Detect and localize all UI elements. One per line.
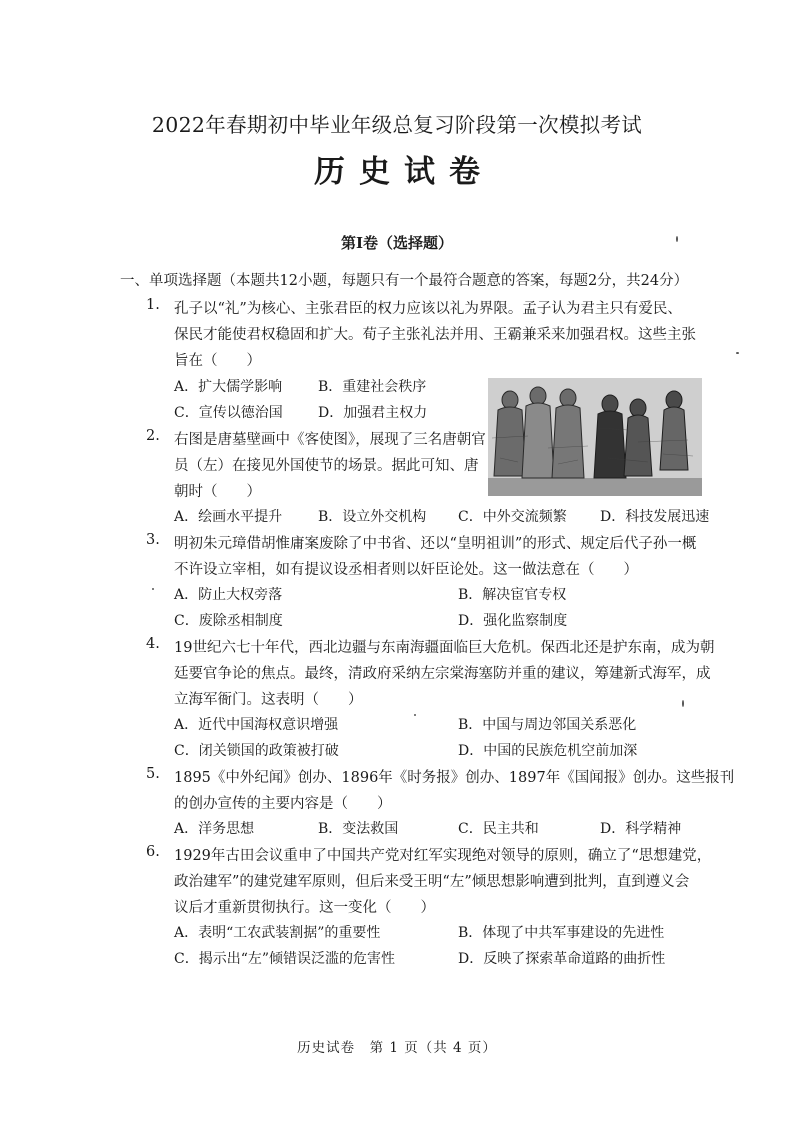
question-1-option-a[interactable]: A．扩大儒学影响 [174,379,283,395]
question-5-number: 5. [146,766,160,782]
question-4-line-3: 立海军衙门。这表明（ ） [174,692,363,708]
question-5-line-1: 1895《中外纪闻》创办、1896年《时务报》创办、1897年《国闻报》创办。这些报刊 [174,770,735,786]
scan-speck [152,588,154,590]
question-3-option-a[interactable]: A．防止大权旁落 [174,587,283,603]
question-6-line-3: 议后才重新贯彻执行。这一变化（ ） [174,900,435,916]
question-4-option-b[interactable]: B．中国与周边邻国关系恶化 [458,717,637,733]
volume-title: 第Ⅰ卷（选择题） [340,234,454,252]
section-heading: 一、单项选择题（本题共12小题，每题只有一个最符合题意的答案，每题2分，共24分） [120,273,689,289]
question-5-line-2: 的创办宣传的主要内容是（ ） [174,796,392,812]
question-3-line-1: 明初朱元璋借胡惟庸案废除了中书省、还以“皇明祖训”的形式、规定后代子孙一概 [174,536,697,552]
exam-title: 2022年春期初中毕业年级总复习阶段第一次模拟考试 [151,113,643,137]
question-6-number: 6. [146,844,160,860]
subject-title: 历史试卷 [314,154,494,190]
question-3-option-c[interactable]: C．废除丞相制度 [174,613,283,629]
scan-speck [676,236,678,242]
question-2-number: 2. [146,428,160,444]
question-4-line-1: 19世纪六七十年代，西北边疆与东南海疆面临巨大危机。保西北还是护东南，成为朝 [174,640,715,656]
question-2-line-2: 员（左）在接见外国使节的场景。据此可知、唐 [174,458,479,474]
question-4-option-d[interactable]: D．中国的民族危机空前加深 [458,743,638,759]
question-1-number: 1. [146,297,160,313]
question-6-option-a[interactable]: A．表明“工农武装割据”的重要性 [174,925,381,941]
question-1-line-2: 保民才能使君权稳固和扩大。荀子主张礼法并用、王霸兼采来加强君权。这些主张 [174,327,696,343]
question-3-line-2: 不许设立宰相，如有提议设丞相者则以奸臣论处。这一做法意在（ ） [174,562,638,578]
question-2-option-a[interactable]: A．绘画水平提升 [174,509,283,525]
question-3-number: 3. [146,532,160,548]
scan-speck [682,700,684,707]
question-1-line-1: 孔子以“礼”为核心、主张君臣的权力应该以礼为界限。孟子认为君主只有爱民、 [174,301,682,317]
scan-speck [736,352,739,354]
question-3-option-d[interactable]: D．强化监察制度 [458,613,568,629]
question-1-option-b[interactable]: B．重建社会秩序 [318,379,427,395]
question-2-line-3: 朝时（ ） [174,484,261,500]
question-5-option-b[interactable]: B．变法救国 [318,821,399,837]
question-1-option-c[interactable]: C．宣传以德治国 [174,405,283,421]
question-5-option-a[interactable]: A．洋务思想 [174,821,255,837]
question-1-line-3: 旨在（ ） [174,353,261,369]
question-3-option-b[interactable]: B．解决宦官专权 [458,587,567,603]
scan-speck [414,714,416,716]
page-footer: 历史试卷 第 1 页（共 4 页） [297,1040,497,1056]
question-6-line-1: 1929年古田会议重申了中国共产党对红军实现绝对领导的原则，确立了“思想建党， [174,848,712,864]
question-5-option-c[interactable]: C．民主共和 [458,821,539,837]
question-2-option-b[interactable]: B．设立外交机构 [318,509,427,525]
question-6-option-c[interactable]: C．揭示出“左”倾错误泛滥的危害性 [174,951,396,967]
question-6-option-d[interactable]: D．反映了探索革命道路的曲折性 [458,951,666,967]
question-4-number: 4. [146,636,160,652]
question-4-option-c[interactable]: C．闭关锁国的政策被打破 [174,743,339,759]
question-5-option-d[interactable]: D．科学精神 [600,821,682,837]
question-4-line-2: 廷要官争论的焦点。最终，清政府采纳左宗棠海塞防并重的建议，筹建新式海军，成 [174,666,711,682]
question-2-option-d[interactable]: D．科技发展迅速 [600,509,710,525]
tang-mural-envoys-image [488,378,702,496]
question-2-line-1: 右图是唐墓壁画中《客使图》，展现了三名唐朝官 [174,432,486,448]
question-6-line-2: 政治建军”的建党建军原则，但后来受王明“左”倾思想影响遭到批判，直到遵义会 [174,874,690,890]
question-4-option-a[interactable]: A．近代中国海权意识增强 [174,717,339,733]
question-2-option-c[interactable]: C．中外交流频繁 [458,509,567,525]
question-6-option-b[interactable]: B．体现了中共军事建设的先进性 [458,925,665,941]
question-1-option-d[interactable]: D．加强君主权力 [318,405,428,421]
